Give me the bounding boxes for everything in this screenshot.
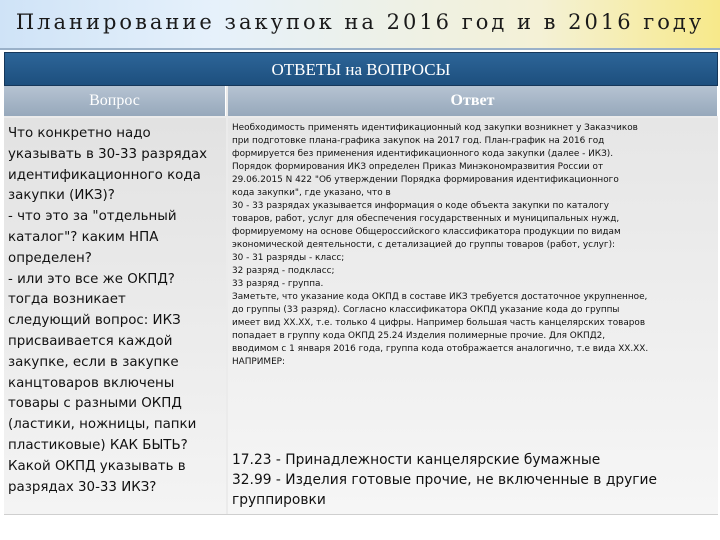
banner-label: ОТВЕТЫ на ВОПРОСЫ: [271, 60, 451, 79]
answer-header: Ответ: [228, 86, 718, 116]
question-text: Что конкретно надо указывать в 30-33 разрядах идентификационного кода закупки (ИКЗ)? - что это за "отдельный каталог"? каким НПА определен? - или это все же ОКПД? тогда возникает следующий вопрос: ИКЗ присваивается каждой закупке, если в закупке канцтоваров включены товары с разными ОКПД (ластики, ножницы, папки пластиковые) КАК БЫТЬ? Какой ОКПД указывать в разрядах 30-33 ИКЗ?: [8, 126, 208, 495]
question-cell: [4, 118, 226, 514]
table-bottom-edge: [4, 514, 718, 515]
answers-banner: [4, 52, 718, 86]
question-header: Вопрос: [4, 86, 226, 116]
answer-examples: 17.23 - Принадлежности канцелярские бумажные 32.99 - Изделия готовые прочие, не включенные в другие группировки: [232, 452, 657, 508]
answer-text: Необходимость применять идентификационный код закупки возникнет у Заказчиков при подготовке плана-графика закупок на 2017 год. План-график на 2016 год формируется без применения идентификационного кода закупки (далее - ИКЗ). Порядок формирования ИКЗ определен Приказ Минэкономразвития России от 29.06.2015 N 422 "Об утверждении Порядка формирования идентификационного кода закупки", где указано, что в 30 - 33 разрядах указывается информация о коде объекта закупки по каталогу товаров, работ, услуг для обеспечения государственных и муниципальных нужд, формируемому на основе Общероссийского классификатора продукции по видам экономической деятельности, с детализацией до группы товаров (работ, услуг): 30 - 31 разряды - класс; 32 разряд - подкласс; 33 разряд - группа. Заметьте, что указание кода ОКПД в составе ИКЗ требуется достаточное укрупненное, до группы (33 разряд). Согласно классификатора ОКПД указание кода до группы имеет вид XX.XX, т.е. только 4 цифры. Например большая часть канцелярских товаров попадает в группу кода ОКПД 25.24 Изделия полимерные прочие. Для ОКПД2, вводимом с 1 января 2016 года, группа кода отображается аналогично, т.е вида XX.XX. НАПРИМЕР:: [232, 123, 649, 367]
answer-cell: [228, 118, 718, 514]
title-divider: [0, 48, 720, 50]
qa-table: [4, 86, 718, 514]
page-title: Планирование закупок на 2016 год и в 2016 году: [15, 10, 705, 34]
